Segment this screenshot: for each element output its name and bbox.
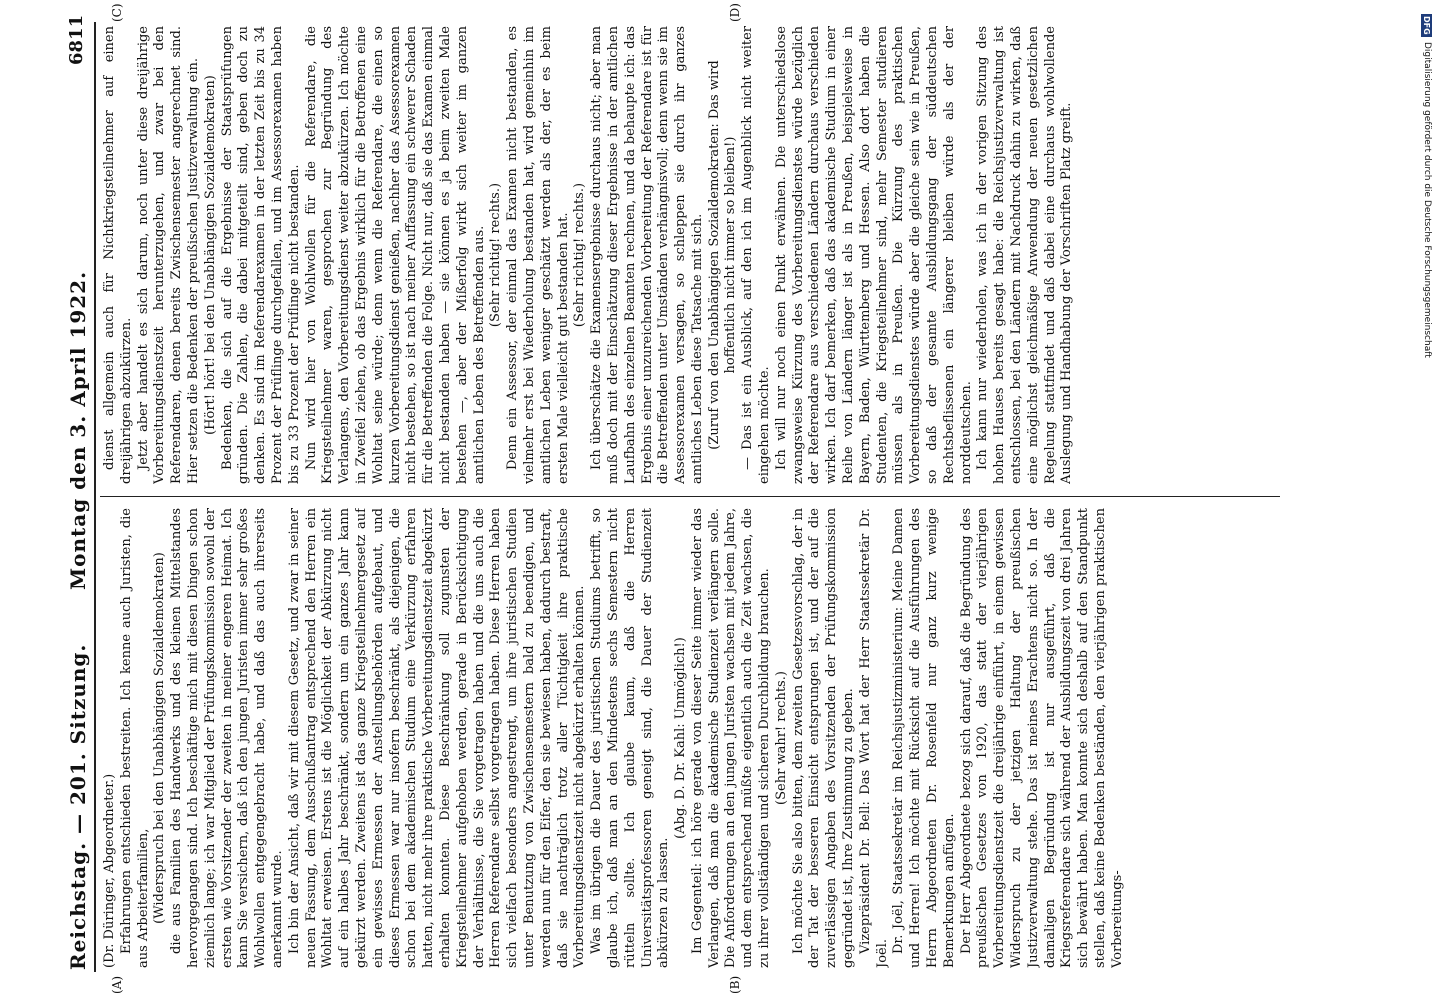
margin-mark-d: (D) [728,3,742,22]
left-paragraph: die aus Familien des Handwerks und des kleinen Mittelstandes hervorgegangen sind. Ich beschäftige mich mit diesen Dingen schon ziemlich lange; ich war Mitglied der Prüfungskommission sowohl der ersten wie Vorsitzender der zweiten in meiner engeren Heimat. Ich kann Sie versichern, daß ich den jungen Juristen immer sehr großes Wohlwollen entgegengebracht habe, und daß das auch ihrerseits anerkannt wurde. [169,508,285,968]
speaker-lead: (Dr. Düringer, Abgeordneter.) [102,773,117,968]
left-paragraph: Ich möchte Sie also bitten, dem zweiten Gesetzesvorschlag, der in der Tat der besseren Einsicht entsprungen ist, und der auf die zuverlässigen Angaben des Vorsitzenden der Prüfungskommission gegründet ist, Ihre Zustimmung zu geben. [790,508,857,968]
left-paragraph: Ich bin der Ansicht, daß wir mit diesem Gesetz, und zwar in seiner neuen Fassung, dem Ausschußantrag entsprechend den Herren ein Wohltat erweisen. Erstens ist die Möglichkeit der Abkürzung nicht auf ein halbes Jahr beschränkt, sondern um ein ganzes Jahr kann gekürzt werden. Zweitens ist das ganze Kriegsteilnehmergesetz auf ein gewisses Ermessen der Anstellungsbehörden aufgebaut, und dieses Ermessen war nur insofern beschränkt, als diejenigen, die schon bei dem akademischen Studium eine Verkürzung erfahren hatten, nicht mehr ihre praktische Vorbereitungsdienstzeit abgekürzt erhalten konnten. Diese Beschränkung soll zugunsten der Kriegsteilnehmer aufgehoben werden, gerade in Berücksichtigung der Verhältnisse, die Sie vorgetragen haben und die uns auch die Herren Referendare selbst vorgetragen haben. Diese Herren haben sich vielfach besonders angestrengt, um ihre juristischen Studien unter Benutzung von Zwischensemestern bald zu beendigen, und werden nun für den Eifer, den sie bewiesen haben, dadurch bestraft, daß sie nachträglich trotz aller Tüchtigkeit ihre praktische Vorbereitungsdienstzeit nicht abgekürzt erhalten können. [286,508,588,968]
header-left: Reichstag. — 201. Sitzung. [66,643,90,970]
left-paragraph: Der Herr Abgeordnete bezog sich darauf, daß die Begründung des preußischen Gesetzes von 1920, das statt der vierjährigen Vorbereitungsdienstzeit die dreijährige einführt, in einem gewissen Widerspruch zu der jetzigen Haltung der preußischen Justizverwaltung stehe. Das ist meines Erachtens nicht so. In der damaligen Begründung ist nur ausgeführt, daß die Kriegsreferendare sich während der Ausbildungszeit von drei Jahren sich bewährt haben. Man konnte sich deshalb auf den Standpunkt stellen, daß keine Bedenken beständen, den vierjährigen praktischen Vorbereitungs- [958,508,1125,968]
left-paragraph: Vizepräsident Dr. Bell: Das Wort hat der Herr Staatssekretär Dr. Joël. [857,508,890,968]
left-paragraph: Dr. Joël, Staatssekretär im Reichsjustizministerium: Meine Damen und Herren! Ich möchte mit Rücksicht auf die Ausführungen des Herrn Abgeordneten Dr. Rosenfeld nur ganz kurz wenige Bemerkungen anfügen. [891,508,957,968]
right-paragraph: dienst allgemein auch für Nichtkriegsteilnehmer auf einen dreijährigen abzukürzen. [102,26,134,484]
left-paragraph: Was im übrigen die Dauer des juristischen Studiums betrifft, so glaube ich, daß man an den Mindestens sechs Semestern nicht rütteln sollte. Ich glaube kaum, daß die Herren Universitätsprofessoren geneigt sind, die Dauer der Studienzeit abkürzen zu lassen. [589,508,672,968]
right-paragraph: Nun wird hier von Wohlwollen für die Referendare, die Kriegsteilnehmer waren, gesprochen zur Begründung des Verlangens, den Vorbereitungsdienst weiter abzukürzen. Ich möchte in Zweifel ziehen, ob das Ergebnis wirklich für die Betroffenen eine Wohltat seine würde; denn wenn die Referendare, die einen so kurzen Vorbereitungsdienst genießen, nachher das Assessorexamen nicht bestehen, so ist nach meiner Auffassung ein schwerer Schaden für die Betreffenden die Folge. Nicht nur, daß sie das Examen einmal nicht bestanden haben — sie können es ja beim zweiten Male bestehen —, aber der Mißerfolg wirkt sich weiter im ganzen amtlichen Leben des Betreffenden aus. [303,26,487,484]
running-head [62,0,92,1000]
left-paragraph: Erfahrungen entschieden bestreiten. Ich kenne auch Juristen, die aus Arbeiterfamilien, [118,508,151,968]
left-paragraph: (Widerspruch bei den Unabhängigen Sozialdemokraten) [152,552,168,924]
right-paragraph: Bedenken, die sich auf die Ergebnisse der Staatsprüfungen gründen. Die Zahlen, die dabei mitgeteilt sind, geben doch zu denken. Es sind im Referendarexamen in der letzten Zeit bis zu 34 Prozent der Prüflinge durchgefallen, und im Assessorexamen haben bis zu 33 Prozent der Prüflinge nicht bestanden. [219,26,302,484]
right-paragraph: (Sehr richtig! rechts.) [488,182,504,328]
header-center: Montag den 3. April 1922. [66,270,90,590]
right-paragraph: Ich will nur noch einen Punkt erwähnen. Die unterschiedslose zwangsweise Kürzung des Vorbereitungsdienstes würde bezüglich der Referendare aus verschiedenen Ländern durchaus verschieden wirken. Ich darf bemerken, daß das akademische Studium in einer Reihe von Ländern länger ist als in Preußen, beispielsweise in Bayern, Baden, Württemberg und Hessen. Also dort haben die Studenten, die Kriegsteilnehmer sind, mehr Semester studieren müssen als in Preußen. Die Kürzung des praktischen Vorbereitungsdienstes würde aber die gleiche sein wie in Preußen, so daß der gesamte Ausbildungsgang der süddeutschen Rechtsbeflissenen ein längerer bleiben würde als der der norddeutschen. [773,26,974,484]
right-paragraph: Denn ein Assessor, der einmal das Examen nicht bestanden, es vielmehr erst bei Wiederholung bestanden hat, wird gemeinhin im amtlichen Leben weniger geschätzt werden als der, der es beim ersten Male vielleicht gut bestanden hat. [505,26,571,484]
right-column [102,26,1282,484]
dfg-side-note [1418,8,1432,568]
right-paragraph: Ich überschätze die Examensergebnisse durchaus nicht; aber man muß doch mit der Einschätzung dieser Ergebnisse in der amtlichen Laufbahn des einzelnen Beamten rechnen, und da behaupte ich: das Ergebnis einer unzureichenden Vorbereitung der Referendare ist für die Betreffenden unter Umständen verhängnisvoll; denn wenn sie im Assessorexamen versagen, so schleppen sie durch ihr ganzes amtliches Leben diese Tatsache mit sich. [589,26,705,484]
right-paragraph: Jetzt aber handelt es sich darum, noch unter diese dreijährige Vorbereitungsdienstzeit herunterzugehen, und zwar bei den Referendaren, denen bereits Zwischensemester angerechnet sind. Hier setzen die Bedenken der preußischen Justizverwaltung ein. [135,26,201,484]
column-divider [100,496,1280,497]
margin-mark-c: (C) [110,3,124,22]
margin-mark-a: (A) [110,975,124,994]
left-paragraph: Im Gegenteil: ich höre gerade von dieser Seite immer wieder das Verlangen, daß man die akademische Studienzeit verlängern solle. Die Anforderungen an den jungen Juristen wachsen mit jedem Jahre, und dem entsprechend müßte eigentlich auch die Zeit wachsen, die zu ihrer vollständigen und sicheren Durchbildung brauchen. [689,508,773,968]
left-column [102,508,1282,968]
right-paragraph: (Zuruf von den Unabhängigen Sozialdemokraten: Das wird hoffentlich nicht immer so bleiben!) [706,60,739,450]
margin-mark-b: (B) [728,975,742,994]
right-paragraph: (Sehr richtig! rechts.) [572,182,588,328]
page-number: 6811 [66,14,87,65]
right-paragraph: (Hört! hört! bei den Unabhängigen Sozialdemokraten) [202,75,218,435]
header-rule [94,22,96,972]
dfg-logo: DFG [1422,16,1431,35]
left-paragraph: (Sehr wahr! rechts.) [773,671,789,805]
left-paragraph: (Abg. D. Dr. Kahl: Unmöglich!) [673,637,689,839]
right-paragraph: Ich kann nur wiederholen, was ich in der vorigen Sitzung des hohen Hauses bereits gesagt habe: die Reichsjustizverwaltung ist entschlossen, bei den Ländern mit Nachdruck dahin zu wirken, daß eine möglichst gleichmäßige Anwendung der neuen gesetzlichen Regelung stattfindet und daß dabei eine durchaus wohlwollende Auslegung und Handhabung der Vorschriften Platz greift. [975,26,1075,484]
right-paragraph: — Das ist ein Ausblick, auf den ich im Augenblick nicht weiter eingehen möchte. [740,26,773,484]
dfg-note-text: Digitalisierung gefördert durch die Deutsche Forschungsgemeinschaft [1422,42,1432,358]
